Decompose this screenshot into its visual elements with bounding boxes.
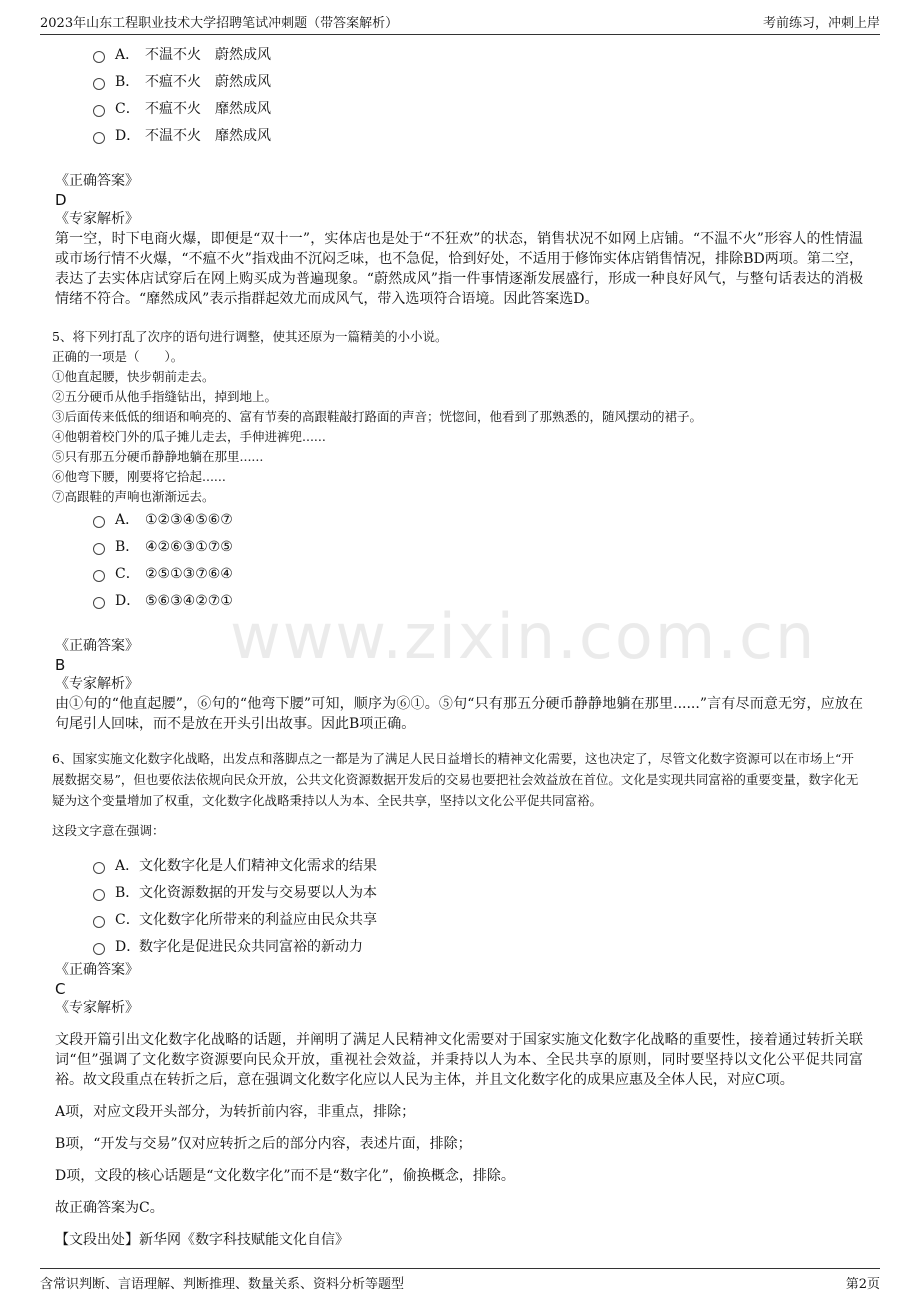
- q6-analysis-a: A项，对应文段开头部分，为转折前内容，非重点，排除；: [55, 1104, 416, 1120]
- radio-icon[interactable]: [93, 105, 105, 117]
- radio-icon[interactable]: [93, 916, 105, 928]
- q4-answer: D: [55, 191, 67, 209]
- q6-options: [93, 853, 863, 961]
- q5-option-a[interactable]: A． ①②③④⑤⑥⑦: [93, 507, 863, 534]
- watermark: www.zixin.com.cn: [230, 600, 817, 673]
- footer-note: 含常识判断、言语理解、判断推理、数量关系、资料分析等题型: [40, 1277, 405, 1292]
- q4-analysis: 第一空，时下电商火爆，即便是“双十一”，实体店也是处于“不狂欢”的状态，销售状况不如网上店铺。“不温不火”形容人的性情温或市场行情不火爆，“不瘟不火”指戏曲不沉闷乏味，也不急促，恰到好处，不适用于修饰实体店销售情况，排除BD两项。第二空，表达了去实体店试穿后在网上购买成为普遍现象。“蔚然成风”指一件事情逐渐发展盛行，形成一种良好风气，与整句话表达的消极情绪不符合。“靡然成风”表示指群起效尤而成风气，带入选项符合语境。因此答案选D。: [55, 231, 863, 307]
- q4-options: [93, 42, 863, 150]
- q5-sentence-1: ①他直起腰，快步朝前走去。: [52, 369, 215, 384]
- q5-sentence-5: ⑤只有那五分硬币静静地躺在那里......: [52, 449, 264, 464]
- q6-analysis-d: D项，文段的核心话题是“文化数字化”而不是“数字化”，偷换概念，排除。: [55, 1168, 515, 1184]
- q5-option-d[interactable]: D． ⑤⑥③④②⑦①: [93, 588, 863, 615]
- radio-icon[interactable]: [93, 597, 105, 609]
- radio-icon[interactable]: [93, 570, 105, 582]
- q6-answer-label: 《正确答案》: [55, 962, 139, 978]
- q5-options: [93, 507, 863, 615]
- q4-option-d[interactable]: D． 不温不火 靡然成风: [93, 123, 863, 150]
- q6-analysis-main: 文段开篇引出文化数字化战略的话题，并阐明了满足人民精神文化需要对于国家实施文化数字化战略的重要性，接着通过转折关联词“但”强调了文化数字资源要向民众开放，重视社会效益，并秉持以人为本、全民共享的原则，同时要坚持以文化公平促共同富裕。故文段重点在转折之后，意在强调文化数字化应以人民为主体，并且文化数字化的成果应惠及全体人民，对应C项。: [55, 1032, 863, 1088]
- radio-icon[interactable]: [93, 889, 105, 901]
- header-slogan: 考前练习，冲刺上岸: [762, 16, 880, 31]
- radio-icon[interactable]: [93, 516, 105, 528]
- q5-sentence-4: ④他朝着校门外的瓜子摊儿走去，手伸进裤兜......: [52, 429, 326, 444]
- q5-prompt: 正确的一项是（ ）。: [52, 349, 184, 364]
- page-number: 第2页: [845, 1277, 880, 1292]
- q5-sentence-7: ⑦高跟鞋的声响也渐渐远去。: [52, 489, 215, 504]
- radio-icon[interactable]: [93, 943, 105, 955]
- q6-option-a[interactable]: A．文化数字化是人们精神文化需求的结果: [93, 853, 863, 880]
- q6-answer: C: [55, 980, 66, 998]
- radio-icon[interactable]: [93, 132, 105, 144]
- q5-stem: 5、将下列打乱了次序的语句进行调整，使其还原为一篇精美的小小说。: [52, 329, 448, 344]
- q5-sentence-3: ③后面传来低低的细语和响亮的、富有节奏的高跟鞋敲打路面的声音；恍惚间，他看到了那熟悉的，随风摆动的裙子。: [52, 409, 703, 424]
- q4-option-b[interactable]: B． 不瘟不火 蔚然成风: [93, 69, 863, 96]
- page-header: [40, 12, 880, 35]
- q6-option-b[interactable]: B．文化资源数据的开发与交易要以人为本: [93, 880, 863, 907]
- q6-prompt: 这段文字意在强调：: [52, 823, 165, 838]
- q5-option-b[interactable]: B． ④②⑥③①⑦⑤: [93, 534, 863, 561]
- q6-stem: 6、国家实施文化数字化战略，出发点和落脚点之一都是为了满足人民日益增长的精神文化需要，这也决定了，尽管文化数字资源可以在市场上“开展数据交易”，但也要依法依规向民众开放，公共文化资源数据开发后的交易也要把社会效益放在首位。文化是实现共同富裕的重要变量，数字化无疑为这个变量增加了权重，文化数字化战略秉持以人为本、全民共享，坚持以文化公平促共同富裕。: [52, 751, 859, 808]
- q5-analysis-label: 《专家解析》: [55, 676, 139, 692]
- q6-option-c[interactable]: C．文化数字化所带来的利益应由民众共享: [93, 907, 863, 934]
- radio-icon[interactable]: [93, 543, 105, 555]
- document-title: 2023年山东工程职业技术大学招聘笔试冲刺题（带答案解析）: [40, 16, 399, 31]
- q6-option-d[interactable]: D．数字化是促进民众共同富裕的新动力: [93, 934, 863, 961]
- q5-analysis: 由①句的“他直起腰”，⑥句的“他弯下腰”可知，顺序为⑥①。⑤句“只有那五分硬币静静地躺在那里......”言有尽而意无穷，应放在句尾引人回味，而不是放在开头引出故事。因此B项正确。: [55, 696, 863, 732]
- q6-analysis-b: B项，“开发与交易”仅对应转折之后的部分内容，表述片面，排除；: [55, 1136, 472, 1152]
- page-footer: [40, 1268, 880, 1297]
- q6-conclusion: 故正确答案为C。: [55, 1200, 164, 1216]
- q5-sentence-6: ⑥他弯下腰，刚要将它拾起......: [52, 469, 226, 484]
- q4-analysis-label: 《专家解析》: [55, 211, 139, 227]
- q5-answer: B: [55, 656, 66, 674]
- q4-option-a[interactable]: A． 不温不火 蔚然成风: [93, 42, 863, 69]
- radio-icon[interactable]: [93, 51, 105, 63]
- q4-answer-label: 《正确答案》: [55, 173, 139, 189]
- q5-sentence-2: ②五分硬币从他手指缝钻出，掉到地上。: [52, 389, 278, 404]
- radio-icon[interactable]: [93, 862, 105, 874]
- q6-analysis-label: 《专家解析》: [55, 1000, 139, 1016]
- q5-option-c[interactable]: C． ②⑤①③⑦⑥④: [93, 561, 863, 588]
- radio-icon[interactable]: [93, 78, 105, 90]
- page-content: [52, 40, 863, 1250]
- q5-answer-label: 《正确答案》: [55, 638, 139, 654]
- q4-option-c[interactable]: C． 不瘟不火 靡然成风: [93, 96, 863, 123]
- q6-source: 【文段出处】新华网《数字科技赋能文化自信》: [55, 1232, 349, 1248]
